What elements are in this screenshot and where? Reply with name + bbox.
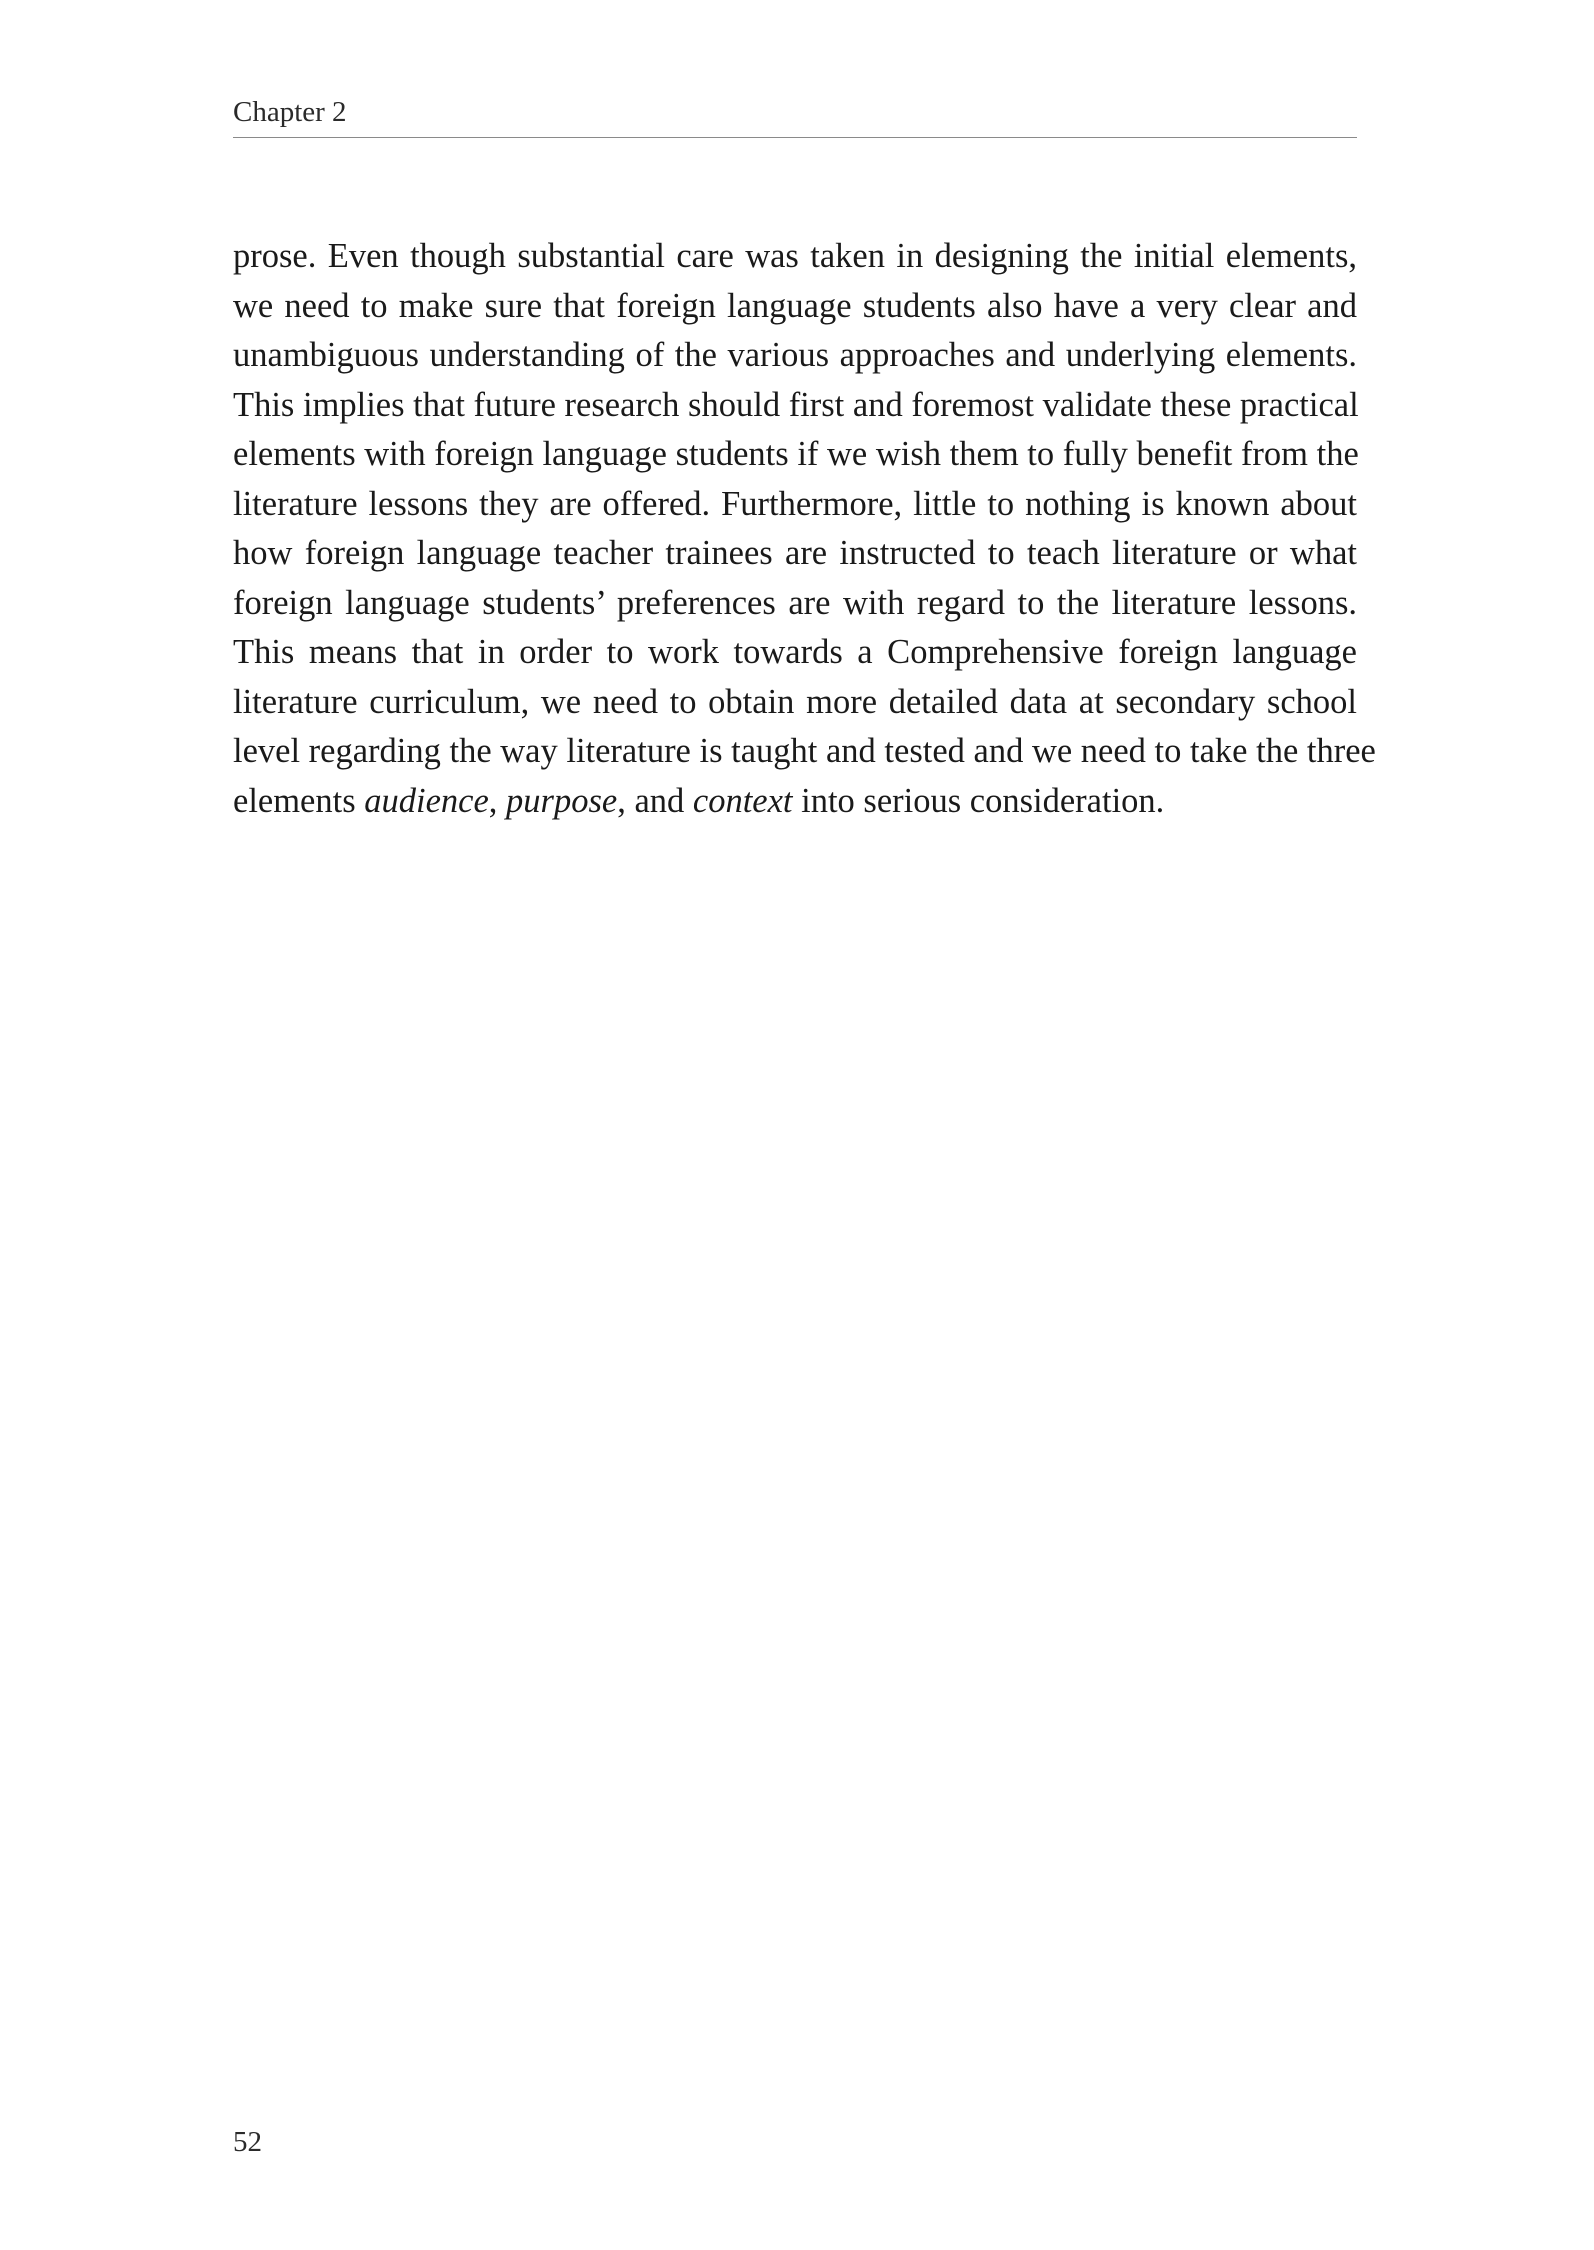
paragraph-line: literature lessons they are offered. Furthermore, little to nothing is known about [233, 484, 1357, 523]
last-line-tail: into serious consideration. [792, 781, 1165, 820]
paragraph-line: This implies that future research should first and foremost validate these practical [233, 385, 1359, 424]
paragraph-line: level regarding the way literature is taught and tested and we need to take the three [233, 732, 1376, 770]
italic-term-context: context [692, 781, 793, 820]
italic-term-audience: audience [364, 781, 489, 820]
paragraph-line: how foreign language teacher trainees are instructed to teach literature or what [233, 534, 1357, 572]
paragraph-line: we need to make sure that foreign language students also have a very clear and [233, 286, 1357, 325]
last-line-separator: , [488, 781, 507, 820]
page-number: 52 [233, 2126, 262, 2158]
last-line-separator: , and [617, 781, 693, 820]
paragraph-line: unambiguous understanding of the various approaches and underlying elements. [233, 336, 1357, 374]
paragraph-line: elements with foreign language students if we wish them to fully benefit from the [233, 435, 1359, 473]
paragraph-last-line [233, 777, 1357, 827]
paragraph-line: This means that in order to work towards a Comprehensive foreign language [233, 633, 1357, 671]
paragraph-line: literature curriculum, we need to obtain more detailed data at secondary school [233, 682, 1357, 721]
running-header [233, 92, 1357, 138]
paragraph-line: foreign language students’ preferences are with regard to the literature lessons. [233, 583, 1357, 622]
body-paragraph [233, 232, 1376, 826]
chapter-label: Chapter 2 [233, 96, 347, 128]
last-line-lead: elements [233, 781, 365, 820]
paragraph-line: prose. Even though substantial care was taken in designing the initial elements, [233, 237, 1357, 275]
italic-term-purpose: purpose [506, 781, 618, 820]
